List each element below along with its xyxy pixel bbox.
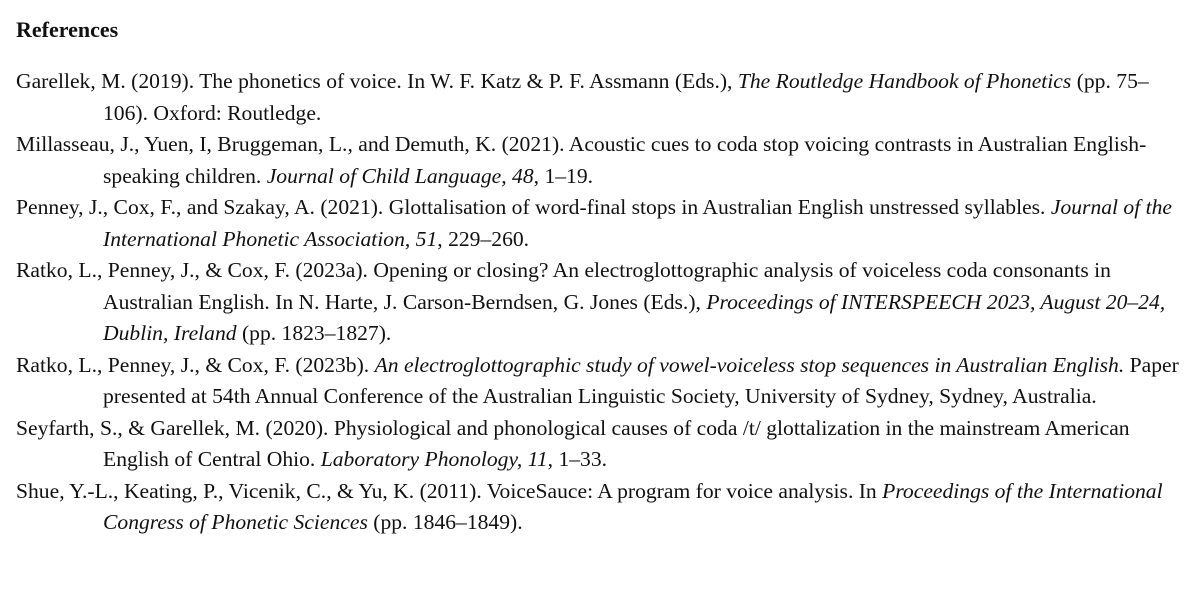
reference-source: Journal of the International Phonetic Association, 51 [103, 195, 1173, 251]
reference-source: An electroglottographic study of vowel-voiceless stop sequences in Australian English. [374, 352, 1125, 377]
reference-item [16, 476, 1192, 539]
reference-details: , 1–19. [533, 163, 594, 188]
reference-item [16, 255, 1192, 350]
reference-details: (pp. 75–106). Oxford: Routledge. [103, 69, 1149, 125]
reference-text: Penney, J., Cox, F., and Szakay, A. (2021). Glottalisation of word-final stops in Australian English unstressed syllables. [16, 195, 1051, 219]
reference-text: Seyfarth, S., & Garellek, M. (2020). Physiological and phonological causes of coda /t/ glottalization in the mainstream American English of Central Ohio. [16, 415, 1130, 471]
reference-item [16, 129, 1192, 192]
reference-item [16, 350, 1192, 413]
reference-item [16, 66, 1192, 129]
reference-details: , 229–260. [437, 226, 530, 251]
references-page [16, 14, 1192, 539]
page-title: References [16, 17, 119, 42]
reference-text: Millasseau, J., Yuen, I, Bruggeman, L., and Demuth, K. (2021). Acoustic cues to coda stop voicing contrasts in Australian English-speaking children. [16, 132, 1147, 188]
reference-text: Ratko, L., Penney, J., & Cox, F. (2023a). Opening or closing? An electroglottographic analysis of voiceless coda consonants in Australian English. In N. Harte, J. Carson-Berndsen, G. Jones (Eds.), [16, 258, 1111, 314]
reference-text: Ratko, L., Penney, J., & Cox, F. (2023b). [16, 352, 375, 377]
reference-text: Shue, Y.-L., Keating, P., Vicenik, C., & Yu, K. (2011). VoiceSauce: A program for voice analysis. In [16, 478, 883, 503]
reference-list [16, 66, 1192, 539]
reference-details: , 1–33. [547, 447, 608, 471]
reference-details: (pp. 1846–1849). [367, 510, 523, 534]
reference-item [16, 192, 1192, 255]
reference-source: The Routledge Handbook of Phonetics [737, 69, 1072, 93]
reference-source: Journal of Child Language, 48 [266, 163, 534, 188]
reference-details: (pp. 1823–1827). [236, 321, 392, 345]
reference-details: Paper presented at 54th Annual Conference of the Australian Linguistic Society, University of Sydney, Sydney, Australia. [103, 352, 1179, 408]
reference-text: Garellek, M. (2019). The phonetics of voice. In W. F. Katz & P. F. Assmann (Eds.), [16, 69, 738, 93]
reference-source: Laboratory Phonology, 11 [320, 447, 548, 471]
reference-source: Proceedings of INTERSPEECH 2023, August 20–24, Dublin, Ireland [103, 289, 1166, 345]
reference-item [16, 413, 1192, 476]
reference-source: Proceedings of the International Congress of Phonetic Sciences [103, 478, 1163, 534]
